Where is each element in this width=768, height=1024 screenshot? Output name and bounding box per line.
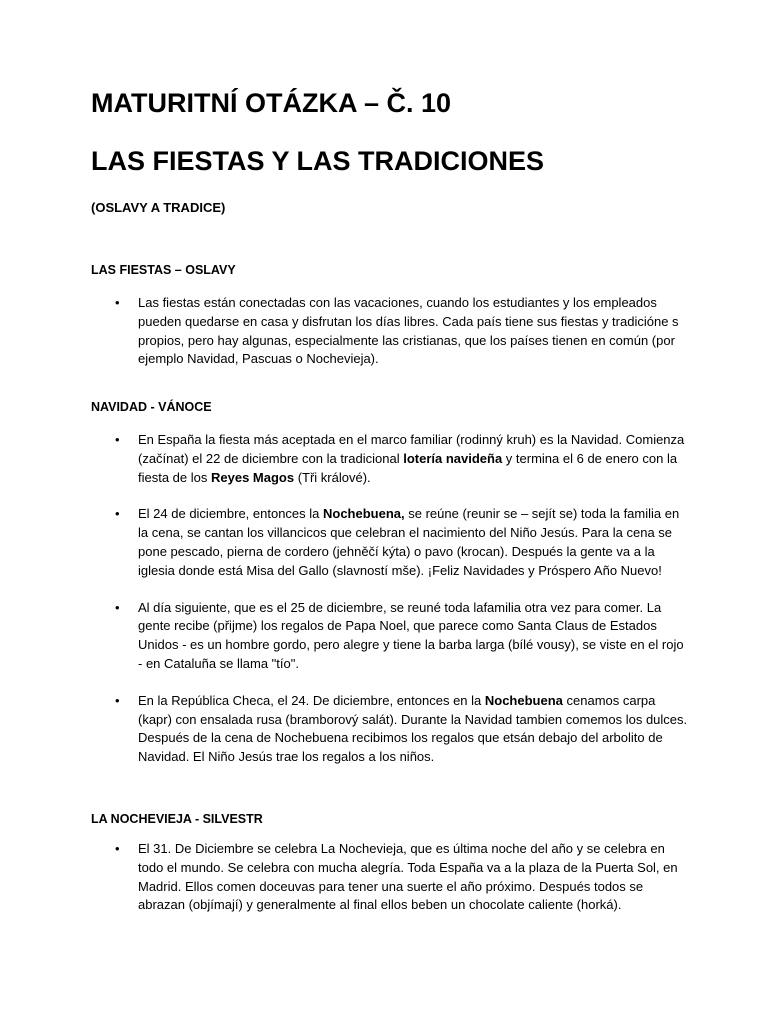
bullet-icon: • (115, 599, 120, 615)
text-run: y termina el 6 de enero con la fiesta de los (138, 450, 678, 485)
bold-text: Nochebuena (484, 692, 563, 708)
bullet-item (91, 294, 691, 369)
text-run: El 31. De Diciembre se celebra La Nochevieja, que es última noche del año y se celebra en todo el mundo. Se celebra con mucha alegría. Toda España va a la plaza de la Puerta Sol, en Madrid. Ellos comen doceuvas para tener una suerte el año próximo. Después todos se abrazan (objímají) y generalmente al final ellos beben un chocolate caliente (horká). (138, 841, 678, 913)
document-title: MATURITNÍ OTÁZKA – Č. 10 (91, 88, 452, 118)
section-nochevieja (91, 812, 691, 915)
text-run: En España la fiesta más aceptada en el marco familiar (rodinný kruh) es la Navidad. Comienza (začínat) el 22 de diciembre con la tradicional (138, 432, 685, 466)
bullet-item (91, 692, 691, 767)
bullet-icon: • (115, 692, 120, 708)
bullet-icon: • (115, 295, 120, 310)
text-run: cenamos carpa (kapr) con ensalada rusa (bramborový salát). Durante la Navidad tambien comemos los dulces. Después de la cena de Nochebuena recibimos los regalos que etsán debajo del arbolito de Navidad. El Niño Jesús trae los regalos a los niños. (138, 692, 688, 765)
text-run: (Tři králové). (294, 469, 371, 485)
bullet-item (91, 599, 691, 674)
bullet-list (91, 294, 691, 369)
text-run: En la República Checa, el 24. De diciembre, entonces en la (138, 692, 485, 708)
bullet-list (91, 431, 691, 767)
text-run: Las fiestas están conectadas con las vacaciones, cuando los estudiantes y los empleados pueden quedarse en casa y disfrutan los días libres. Cada país tiene sus fiestas y tradicióne s propios, pero hay algunas, especialmente las cristianas, que los países tienen en común (por ejemplo Navidad, Pascuas o Nochevieja). (138, 295, 679, 367)
bullet-icon: • (115, 841, 120, 856)
bullet-list (91, 840, 691, 915)
text-run: se reúne (reunir se – sejít se) toda la familia en la cena, se cantan los villancicos que celebran el nacimiento del Niño Jesús. Para la cena se pone pescado, pierna de cordero (jehněčí kýta) o pavo (krocan). Después la gente va a la iglesia donde está Misa del Gallo (slavností mše). ¡Feliz Navidades y Próspero Año Nuevo! (138, 506, 680, 578)
bold-text: Nochebuena, (323, 506, 405, 522)
text-run: Al día siguiente, que es el 25 de diciembre, se reuné toda lafamilia otra vez para comer. La gente recibe (přijme) los regalos de Papa Noel, que parece como Santa Claus de Estados Unidos - es un hombre gordo, pero alegre y tiene la barba larga (bílé vousy), se viste en el rojo - en Cataluña se llama "tío". (138, 599, 684, 671)
bullet-item (91, 840, 691, 915)
section-heading: LAS FIESTAS – OSLAVY (91, 263, 236, 277)
bullet-item (91, 431, 691, 487)
text-run: El 24 de diciembre, entonces la (138, 506, 323, 522)
document-subtitle: LAS FIESTAS Y LAS TRADICIONES (91, 146, 545, 176)
title-translation: (OSLAVY A TRADICE) (91, 200, 226, 215)
section-las-fiestas (91, 263, 691, 369)
bold-text: Reyes Magos (211, 469, 295, 485)
bold-text: lotería navideña (403, 450, 503, 466)
section-navidad (91, 400, 691, 767)
section-heading: LA NOCHEVIEJA - SILVESTR (91, 812, 263, 826)
bullet-icon: • (115, 432, 120, 447)
bullet-icon: • (115, 506, 120, 522)
bullet-item (91, 505, 691, 580)
section-heading: NAVIDAD - VÁNOCE (91, 400, 212, 414)
